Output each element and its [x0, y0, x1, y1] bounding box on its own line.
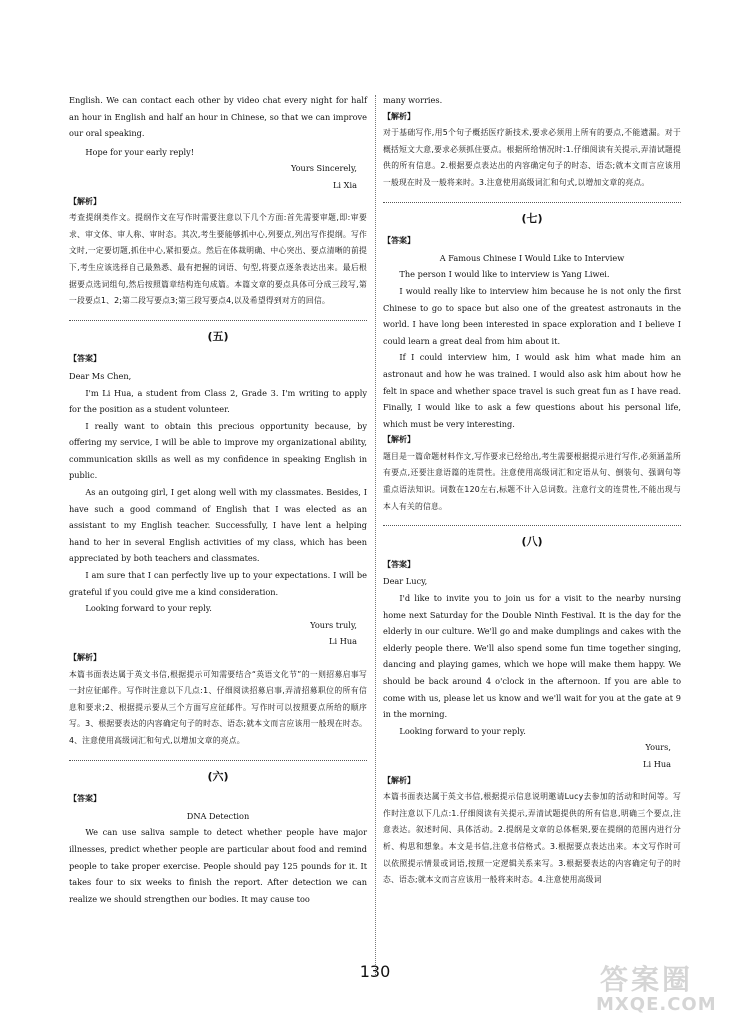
sec6-analysis: 对于基础写作,用5个句子概括医疗新技术,要求必须用上所有的要点,不能遗漏。对于概括短文大意,要求必须抓住要点。根据所给情况时:1.仔细阅读有关提示,弄清试题提供的所有信息。2.根据要点表达出的内容确定句子的时态、语态;就本文而言应该用一般现在时及一般将来时。3.注意使用高级词汇和句式,以增加文章的亮点。 [383, 128, 681, 187]
answer-label: 【答案】 [383, 559, 415, 569]
sec5-paragraph: Looking forward to your reply. [85, 603, 212, 614]
sec8-closing: Yours, [645, 742, 671, 753]
sec6-heading: DNA Detection [186, 810, 250, 821]
sec8-analysis: 本篇书面表达属于英文书信,根据提示信息说明邀请Lucy去参加的活动和时间等。写作时注意以下几点:1.仔细阅读有关提示,弄清试题提供的所有信息,明确三个要点,注意表达。叙述时间、具体活动。2.提纲是文章的总体框架,要在提纲的范围内进行分析、构思和想象。本文是书信,注意书信格式。3.根据要点表达出来。本文写作时可以依照提示情景或词语,按照一定逻辑关系来写。3.根据要表达的内容确定句子的时态、语态;就本文而言应该用一般将来时态。4.注意使用高级词 [383, 792, 681, 885]
sec6-paragraph: We can use saliva sample to detect whether people have major illnesses, predict whether people are particular about food and remind people to take proper exercise. People should pay 125 pounds for it. It takes four to six weeks to finish the report. After detection we can realize we should strengthen our bodies. It may cause too [69, 827, 367, 904]
answer-label: 【答案】 [383, 236, 415, 246]
sec8-salutation: Dear Lucy, [383, 576, 428, 587]
page-number: 130 [359, 962, 391, 981]
sec5-paragraph: I'm Li Hua, a student from Class 2, Grade 3. I'm writing to apply for the position as a student volunteer. [69, 387, 367, 415]
sec5-paragraph: As an outgoing girl, I get along well with my classmates. Besides, I have such a good command of English that I was elected as an assistant to my English teacher. Successfully, I have lent a helping hand to her in several English activities of my class, which has been appreciated by both teachers and classmates. [69, 487, 367, 564]
sec8-name: Li Hua [643, 758, 671, 769]
right-column [383, 92, 681, 889]
sec5-paragraph: I am sure that I can perfectly live up to your expectations. I will be grateful if you could give me a kind consideration. [69, 570, 367, 597]
sec7-paragraph: I would really like to interview him because he is not only the first Chinese to go to space but also one of the greatest astronauts in the world. I have long been interested in space exploration and I believe I could learn a great deal from him about it. [383, 285, 681, 346]
section-6-title: (六) [207, 769, 229, 783]
sec7-paragraph: The person I would like to interview is Yang Liwei. [399, 269, 610, 280]
left-column [69, 92, 367, 907]
section-separator [69, 760, 367, 761]
analysis-label: 【解析】 [383, 111, 415, 121]
section-separator [383, 202, 681, 203]
section-5-title: (五) [207, 329, 229, 343]
sec6-continuation: many worries. [383, 95, 443, 105]
analysis-label: 【解析】 [383, 775, 415, 785]
intro-analysis: 考查提纲类作文。提纲作文在写作时需要注意以下几个方面:首先需要审题,即:审要求、审文体、审人称、审时态。其次,考生要能够抓中心,列要点,列出写作提纲。写作文时,一定要切题,抓住中心,紧扣要点。然后在体裁明确、中心突出、要点清晰的前提下,考生应该选择自己最熟悉、最有把握的词语、句型,将要点逐条表达出来。最后根据要点选词组句,然后按照篇章结构连句成篇。本篇文章的要点具体可分成三段写,第一段要点1、2;第二段写要点3;第三段写要点4,以及希望得到对方的回信。 [69, 213, 367, 306]
column-divider [375, 95, 376, 975]
sec5-name: Li Hua [329, 636, 357, 647]
section-7-title: (七) [521, 211, 543, 225]
analysis-label: 【解析】 [69, 196, 101, 206]
intro-letter-text: English. We can contact each other by video chat every night for half an hour in English and half an hour in Chinese, so that we can improve our oral speaking. [69, 95, 367, 139]
sec8-paragraph: Looking forward to your reply. [399, 725, 526, 736]
sec7-paragraph: If I could interview him, I would ask him what made him an astronaut and how he was trained. I would also ask him about how he felt in space and whether space travel is such great fun as I have read. Finally, I would like to ask a few questions about his personal life, which must be very interesting. [383, 352, 681, 429]
section-separator [69, 320, 367, 321]
analysis-label: 【解析】 [383, 435, 415, 445]
section-separator [383, 525, 681, 526]
sec5-analysis: 本篇书面表达属于英文书信,根据提示可知需要结合“英语文化节”的一则招募启事写一封应征邮件。写作时注意以下几点:1、仔细阅读招募启事,弄清招募职位的所有信息和要求;2、根据提示要从三个方面写应征邮件。写作时可以按照要点所给的顺序写。3、根据要表达的内容确定句子的时态、语态;就本文而言应该用一般现在时态。4、注意使用高级词汇和句式,以增加文章的亮点。 [69, 669, 367, 745]
sec8-paragraph: I'd like to invite you to join us for a visit to the nearby nursing home next Saturday for the Double Ninth Festival. It is the day for the elderly in our culture. We'll go and make dumplings and cakes with the elderly people there. We'll also spend some fun time together singing, dancing and playing games, which we hope will make them happy. We should be back around 4 o'clock in the afternoon. If you are able to come with us, please let us know and we'll wait for you at the gate at 9 in the morning. [383, 593, 681, 720]
analysis-label: 【解析】 [69, 653, 101, 662]
sec5-closing: Yours truly, [310, 619, 357, 630]
answer-label: 【答案】 [69, 354, 101, 364]
section-8-title: (八) [521, 535, 543, 549]
watermark-logo: 答案圈 MXQE.COM [596, 963, 717, 1015]
sec5-paragraph: I really want to obtain this precious opportunity because, by offering my service, I will be able to improve my organizational ability, communication skills as well as my confidence in speaking English in public. [69, 420, 367, 481]
intro-name: Li Xia [333, 179, 357, 190]
intro-closing: Yours Sincerely, [290, 163, 357, 174]
sec7-heading: A Famous Chinese I Would Like to Interview [439, 252, 625, 263]
answer-label: 【答案】 [69, 794, 101, 804]
intro-hope: Hope for your early reply! [85, 146, 194, 157]
sec5-salutation: Dear Ms Chen, [69, 370, 132, 381]
sec7-analysis: 题目是一篇命题材料作文,写作要求已经给出,考生需要根据提示进行写作,必须涵盖所有要点,还要注意语篇的连贯性。注意使用高级词汇和定语从句、倒装句、强调句等重点语法知识。词数在120左右,标题不计入总词数。注意行文的连贯性,不能出现与本人有关的信息。 [383, 451, 681, 511]
